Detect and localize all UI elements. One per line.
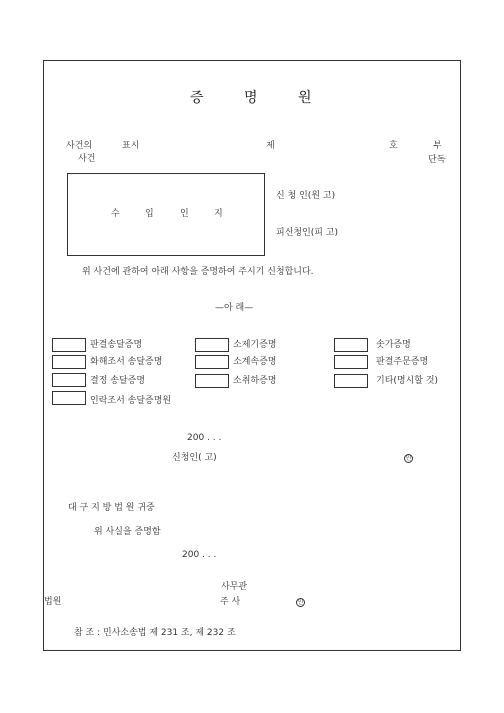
checkbox-9[interactable] bbox=[334, 374, 368, 388]
case-dandok: 단독 bbox=[428, 155, 446, 165]
stamp-char-2: 입 bbox=[145, 209, 154, 219]
option-label-1: 판결송달증명 bbox=[90, 340, 143, 350]
date-line-1: 200 . . . bbox=[187, 433, 222, 443]
clerk-name: 주 사 bbox=[220, 597, 241, 607]
stamp-char-4: 지 bbox=[214, 209, 223, 219]
case-label-3: 사건 bbox=[78, 154, 96, 164]
clerk-seal-icon: 인 bbox=[297, 599, 304, 606]
applicant-label: 신 청 인(원 고) bbox=[276, 191, 336, 201]
clerk-court: 법원 bbox=[44, 597, 62, 607]
checkbox-2[interactable] bbox=[195, 338, 229, 352]
checkbox-4[interactable] bbox=[52, 355, 86, 369]
option-label-6: 판결주문증명 bbox=[376, 357, 429, 367]
option-label-7: 결정 송달증명 bbox=[90, 376, 146, 386]
request-sentence: 위 사건에 관하여 아래 사항을 증명하여 주시기 신청합니다. bbox=[82, 267, 314, 277]
option-label-5: 소계속증명 bbox=[233, 357, 277, 367]
option-label-9: 기타(명시할 것) bbox=[376, 376, 439, 386]
checkbox-8[interactable] bbox=[195, 374, 229, 388]
certify-line: 위 사실을 증명함 bbox=[94, 527, 161, 537]
clerk-title: 사무관 bbox=[221, 582, 248, 592]
case-je: 제 bbox=[266, 141, 275, 151]
signer-seal-icon: 인 bbox=[405, 455, 412, 462]
reference-line: 참 조 : 민사소송법 제 231 조, 제 232 조 bbox=[74, 628, 236, 638]
case-ho: 호 bbox=[389, 141, 398, 151]
option-label-3: 솟가증명 bbox=[376, 340, 411, 350]
title-char-1: 증 bbox=[190, 90, 204, 106]
case-label-2: 표시 bbox=[122, 141, 140, 151]
title-char-3: 원 bbox=[298, 90, 312, 106]
stamp-box bbox=[67, 173, 265, 256]
court-line: 대 구 지 방 법 원 귀중 bbox=[68, 503, 155, 513]
checkbox-3[interactable] bbox=[334, 338, 368, 352]
below-heading: —아 래— bbox=[215, 303, 254, 313]
option-label-4: 화해조서 송달증명 bbox=[90, 357, 163, 367]
case-label-1: 사건의 bbox=[66, 141, 93, 151]
checkbox-7[interactable] bbox=[52, 373, 86, 387]
date-line-2: 200 . . . bbox=[182, 550, 217, 560]
document-frame bbox=[43, 60, 461, 651]
signer-label: 신청인( 고) bbox=[172, 453, 217, 463]
case-bu: 부 bbox=[433, 141, 442, 151]
stamp-char-1: 수 bbox=[111, 209, 120, 219]
respondent-label: 피신청인(피 고) bbox=[276, 228, 339, 238]
option-label-8: 소취하증명 bbox=[233, 376, 277, 386]
stamp-char-3: 인 bbox=[180, 209, 189, 219]
option-label-2: 소제기증명 bbox=[233, 340, 277, 350]
checkbox-5[interactable] bbox=[195, 355, 229, 369]
checkbox-10[interactable] bbox=[52, 391, 86, 405]
option-label-10: 인락조서 송달증명원 bbox=[90, 396, 172, 406]
title-char-2: 명 bbox=[244, 90, 258, 106]
checkbox-1[interactable] bbox=[52, 338, 86, 352]
checkbox-6[interactable] bbox=[334, 355, 368, 369]
